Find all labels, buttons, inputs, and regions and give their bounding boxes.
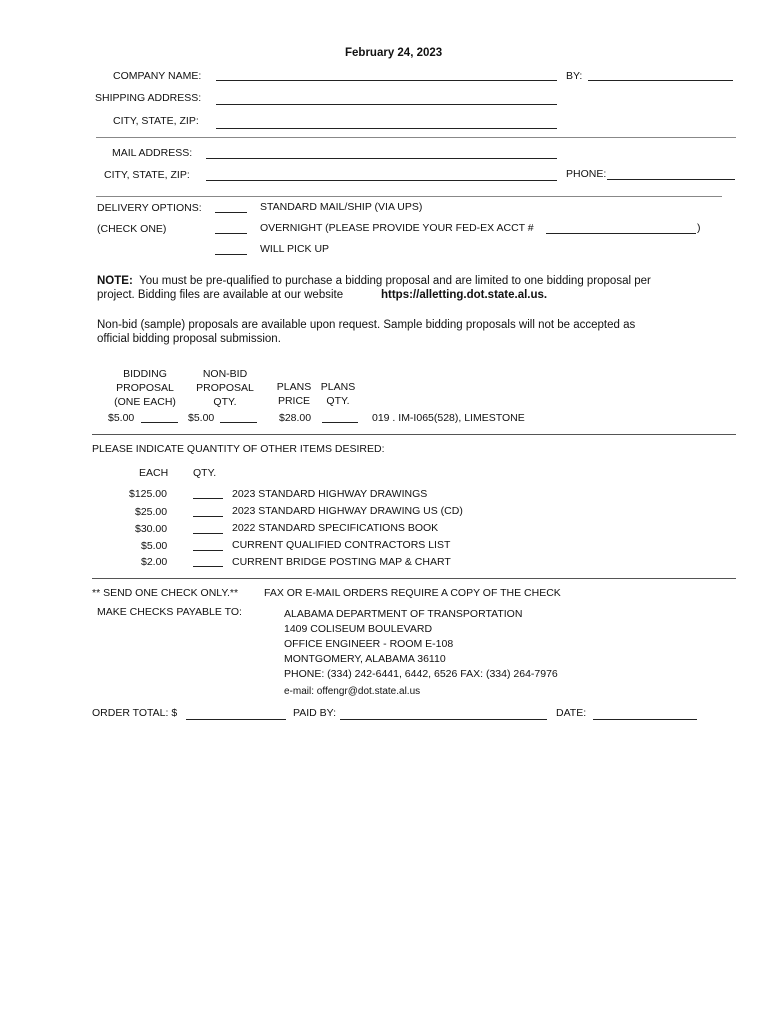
item-qty-field[interactable]	[193, 550, 223, 551]
item-name: CURRENT BRIDGE POSTING MAP & CHART	[232, 556, 451, 568]
item-price: $2.00	[141, 556, 168, 568]
item-qty-field[interactable]	[193, 516, 223, 517]
bidding-qty-field[interactable]	[141, 422, 178, 423]
fedex-account-field[interactable]	[546, 233, 696, 234]
mail-city-state-zip-field[interactable]	[206, 180, 557, 181]
note-text-1: You must be pre-qualified to purchase a bidding proposal and are limited to one bidding proposal per	[139, 275, 651, 287]
bidding-proposal-header	[105, 367, 185, 409]
note-text-2: project. Bidding files are available at our website	[97, 289, 344, 301]
note-paragraph-2	[97, 288, 343, 303]
item-name: 2023 STANDARD HIGHWAY DRAWINGS	[232, 488, 428, 500]
plans-qty-header	[318, 380, 358, 408]
mail-address-field[interactable]	[206, 158, 557, 159]
delivery-pickup-checkline[interactable]	[215, 254, 247, 255]
project-number: 019 . IM-I065(528), LIMESTONE	[372, 412, 525, 424]
payee-street: 1409 COLISEUM BOULEVARD	[284, 623, 433, 635]
company-name-label: COMPANY NAME:	[113, 70, 202, 82]
section-divider	[92, 578, 736, 579]
plans-price-header	[272, 380, 316, 408]
plans-price: $28.00	[279, 412, 312, 424]
item-price: $5.00	[141, 540, 168, 552]
header-line: PLANS	[276, 381, 312, 393]
header-line: QTY.	[213, 396, 237, 408]
paid-by-field[interactable]	[340, 719, 547, 720]
section-divider	[96, 137, 736, 138]
item-price: $125.00	[129, 488, 167, 500]
nonbid-price: $5.00	[188, 412, 215, 424]
note-paragraph	[97, 274, 651, 289]
item-price: $30.00	[135, 523, 168, 535]
company-name-field[interactable]	[216, 80, 557, 81]
payee-name: ALABAMA DEPARTMENT OF TRANSPORTATION	[284, 608, 523, 620]
header-line: BIDDING	[123, 368, 167, 380]
delivery-standard-checkline[interactable]	[215, 212, 247, 213]
item-qty-field[interactable]	[193, 498, 223, 499]
payee-city: MONTGOMERY, ALABAMA 36110	[284, 653, 446, 665]
delivery-option-standard: STANDARD MAIL/SHIP (VIA UPS)	[260, 201, 423, 213]
item-price: $25.00	[135, 506, 168, 518]
order-total-field[interactable]	[186, 719, 286, 720]
nonbid-qty-field[interactable]	[220, 422, 257, 423]
header-line: PLANS	[320, 381, 356, 393]
delivery-option-overnight: OVERNIGHT (PLEASE PROVIDE YOUR FED-EX ACCT #	[260, 222, 534, 234]
item-qty-field[interactable]	[193, 533, 223, 534]
header-line: PRICE	[277, 395, 311, 407]
item-name: CURRENT QUALIFIED CONTRACTORS LIST	[232, 539, 451, 551]
nonbid-text-1: Non-bid (sample) proposals are available upon request. Sample bidding proposals will not be accepted as	[97, 319, 636, 331]
phone-label: PHONE:	[566, 168, 607, 180]
fax-email-note: FAX OR E-MAIL ORDERS REQUIRE A COPY OF THE CHECK	[264, 587, 561, 599]
header-line: PROPOSAL	[196, 382, 254, 394]
shipping-address-label: SHIPPING ADDRESS:	[95, 92, 202, 104]
mail-city-state-zip-label: CITY, STATE, ZIP:	[104, 169, 190, 181]
document-date: February 24, 2023	[345, 47, 443, 59]
phone-field[interactable]	[607, 179, 735, 180]
by-field[interactable]	[588, 80, 733, 81]
payable-to-label: MAKE CHECKS PAYABLE TO:	[97, 606, 242, 618]
city-state-zip-field[interactable]	[216, 128, 557, 129]
item-name: 2023 STANDARD HIGHWAY DRAWING US (CD)	[232, 505, 463, 517]
bidding-price: $5.00	[108, 412, 135, 424]
section-divider	[96, 196, 722, 197]
mail-address-label: MAIL ADDRESS:	[112, 147, 193, 159]
delivery-options-label: DELIVERY OPTIONS:	[97, 202, 202, 214]
fedex-close-paren: )	[697, 222, 701, 234]
website-link[interactable]: https://alletting.dot.state.al.us.	[381, 289, 548, 301]
qty-header: QTY.	[193, 467, 217, 479]
send-one-check-note: ** SEND ONE CHECK ONLY.**	[92, 587, 239, 599]
each-header: EACH	[139, 467, 169, 479]
delivery-option-pickup: WILL PICK UP	[260, 243, 330, 255]
paid-by-label: PAID BY:	[293, 707, 336, 719]
header-line: PROPOSAL	[116, 382, 174, 394]
payee-phone-fax: PHONE: (334) 242-6441, 6442, 6526 FAX: (334) 264-7976	[284, 668, 558, 680]
check-one-label: (CHECK ONE)	[97, 223, 167, 235]
plans-qty-field[interactable]	[322, 422, 358, 423]
other-items-title: PLEASE INDICATE QUANTITY OF OTHER ITEMS DESIRED:	[92, 443, 385, 455]
delivery-overnight-checkline[interactable]	[215, 233, 247, 234]
payee-office: OFFICE ENGINEER - ROOM E-108	[284, 638, 454, 650]
section-divider	[92, 434, 736, 435]
item-qty-field[interactable]	[193, 566, 223, 567]
nonbid-proposal-header	[190, 367, 260, 409]
nonbid-text-2: official bidding proposal submission.	[97, 333, 281, 345]
by-label: BY:	[566, 70, 583, 82]
order-total-label: ORDER TOTAL: $	[92, 707, 178, 719]
item-name: 2022 STANDARD SPECIFICATIONS BOOK	[232, 522, 439, 534]
header-line: (ONE EACH)	[114, 396, 176, 408]
date-label: DATE:	[556, 707, 587, 719]
header-line: QTY.	[326, 395, 350, 407]
note-label: NOTE:	[97, 275, 133, 287]
city-state-zip-label: CITY, STATE, ZIP:	[113, 115, 199, 127]
date-field[interactable]	[593, 719, 697, 720]
shipping-address-field[interactable]	[216, 104, 557, 105]
header-line: NON-BID	[202, 368, 248, 380]
payee-email: e-mail: offengr@dot.state.al.us	[284, 686, 421, 697]
